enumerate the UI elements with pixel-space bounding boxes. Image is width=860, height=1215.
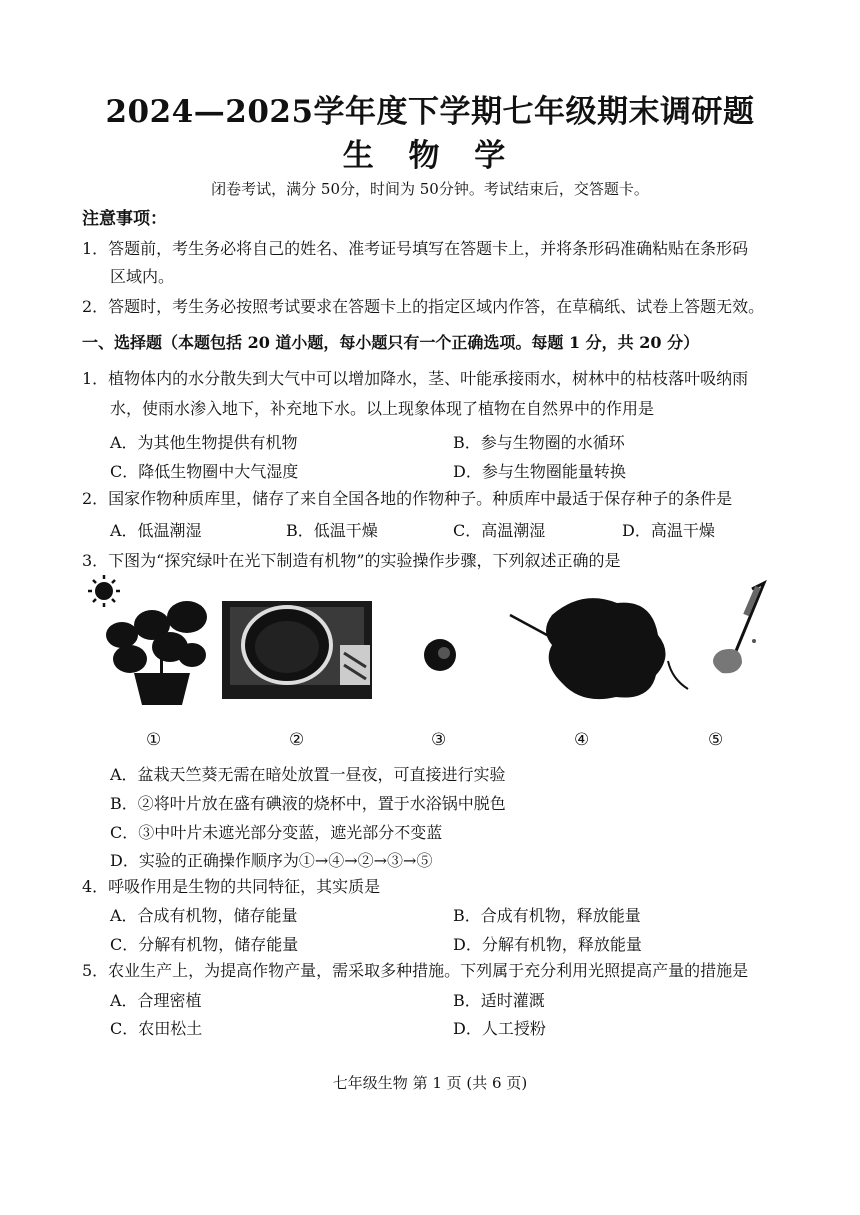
question-1-text: 水，使雨水渗入地下，补充地下水。以上现象体现了植物在自然界中的作用是 — [110, 399, 655, 418]
question-5-option-d: D．人工授粉 — [453, 1019, 546, 1038]
question-1-option-c: C．降低生物圈中大气湿度 — [110, 462, 299, 481]
question-4-text: 4．呼吸作用是生物的共同特征，其实质是 — [82, 877, 381, 896]
question-2-option-c: C．高温潮湿 — [453, 521, 546, 540]
figure-label-4: ④ — [574, 730, 590, 750]
exam-title: 2024—2025学年度下学期七年级期末调研题 — [105, 94, 755, 130]
question-4-option-a: A．合成有机物，储存能量 — [110, 906, 298, 925]
question-2-option-d: D．高温干燥 — [622, 521, 715, 540]
question-4-option-d: D．分解有机物，释放能量 — [453, 935, 642, 954]
exam-info: 闭卷考试，满分 50分，时间为 50分钟。考试结束后，交答题卡。 — [211, 180, 649, 198]
question-3-option-c: C．③中叶片未遮光部分变蓝，遮光部分不变蓝 — [110, 823, 443, 842]
question-1-option-d: D．参与生物圈能量转换 — [453, 462, 626, 481]
note-item: 区域内。 — [110, 267, 175, 286]
large-leaf-image — [510, 598, 666, 699]
note-item: 2．答题时，考生务必按照考试要求在答题卡上的指定区域内作答，在草稿纸、试卷上答题无效。 — [82, 297, 765, 316]
question-3-option-d: D．实验的正确操作顺序为①→④→②→③→⑤ — [110, 851, 433, 870]
water-bath-beaker-image — [222, 601, 372, 699]
question-2-option-b: B．低温干燥 — [286, 521, 378, 540]
page-footer: 七年级生物 第 1 页 (共 6 页) — [332, 1074, 528, 1092]
question-5-text: 5．农业生产上，为提高作物产量，需采取多种措施。下列属于充分利用光照提高产量的措施是 — [82, 961, 749, 980]
dropper-leaf-image — [668, 583, 764, 689]
question-5-option-a: A．合理密植 — [110, 991, 202, 1010]
figure-label-1: ① — [146, 730, 162, 750]
leaf-disc-image — [424, 639, 456, 671]
question-2-option-a: A．低温潮湿 — [110, 521, 202, 540]
question-1-text: 1．植物体内的水分散失到大气中可以增加降水，茎、叶能承接雨水，树林中的枯枝落叶吸纳雨 — [82, 369, 749, 388]
question-3-option-a: A．盆栽天竺葵无需在暗处放置一昼夜，可直接进行实验 — [110, 765, 506, 784]
section-heading: 一、选择题（本题包括 20 道小题，每小题只有一个正确选项。每题 1 分，共 20 分） — [82, 333, 700, 352]
figure-label-2: ② — [289, 730, 305, 750]
notes-heading: 注意事项： — [82, 209, 167, 229]
question-3-text: 3．下图为“探究绿叶在光下制造有机物”的实验操作步骤，下列叙述正确的是 — [82, 551, 621, 570]
question-5-option-b: B．适时灌溉 — [453, 991, 545, 1010]
question-2-text: 2．国家作物种质库里，储存了来自全国各地的作物种子。种质库中最适于保存种子的条件是 — [82, 489, 733, 508]
question-5-option-c: C．农田松土 — [110, 1019, 203, 1038]
question-3-option-b: B．②将叶片放在盛有碘液的烧杯中，置于水浴锅中脱色 — [110, 794, 506, 813]
question-1-option-a: A．为其他生物提供有机物 — [110, 433, 298, 452]
question-4-option-c: C．分解有机物，储存能量 — [110, 935, 299, 954]
experiment-steps-figure — [82, 575, 782, 755]
question-1-option-b: B．参与生物圈的水循环 — [453, 433, 625, 452]
potted-plant-image — [106, 601, 207, 705]
note-item: 1．答题前，考生务必将自己的姓名、准考证号填写在答题卡上，并将条形码准确粘贴在条形码 — [82, 239, 749, 258]
question-4-option-b: B．合成有机物，释放能量 — [453, 906, 641, 925]
subject-title: 生 物 学 — [342, 138, 518, 174]
figure-label-3: ③ — [431, 730, 447, 750]
figure-label-5: ⑤ — [708, 730, 724, 750]
sun-icon — [88, 575, 120, 607]
